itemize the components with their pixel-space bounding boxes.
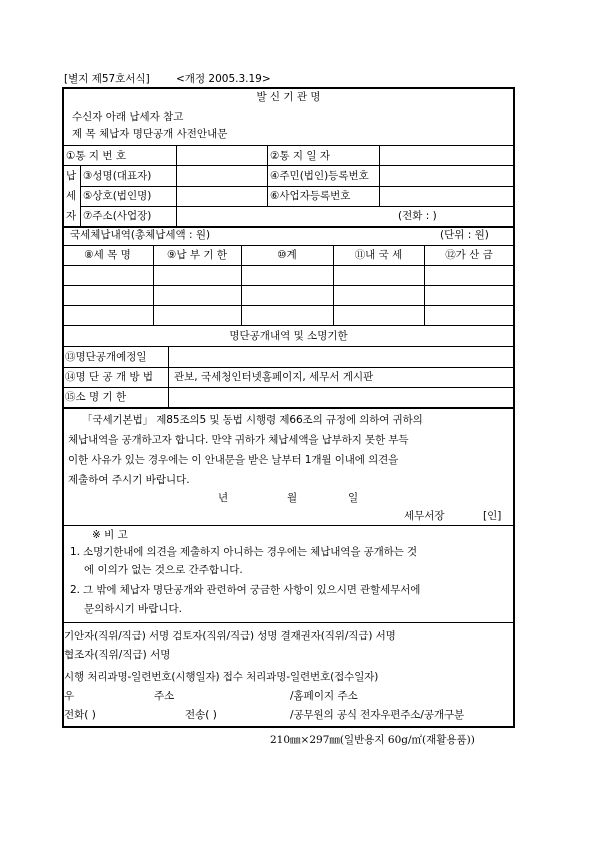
body-line-1: 「국세기본법」 제85조의5 및 동법 시행령 제66조의 규정에 의하여 귀하의 (82, 414, 423, 426)
seal-mark: [인] (483, 510, 502, 522)
col-national-tax: ⑪내 국 세 (354, 249, 403, 261)
notice-number-label: ①통 지 번 호 (66, 150, 126, 162)
frame-bottom (62, 726, 515, 728)
date-month: 월 (287, 492, 298, 504)
revision-date: <개정 2005.3.19> (176, 73, 271, 85)
date-day: 일 (348, 492, 359, 504)
tax-office-head: 세무서장 (404, 510, 445, 522)
phone-label: (전화 : ) (398, 210, 437, 222)
footer-homepage: /홈페이지 주소 (290, 690, 358, 702)
name-label: ③성명(대표자) (83, 170, 152, 182)
remark-2-line-2: 문의하시기 바랍니다. (84, 603, 182, 615)
form-number: [별지 제57호서식] (64, 73, 150, 85)
date-year: 년 (218, 492, 229, 504)
unit-label: (단위 : 원) (440, 229, 489, 241)
body-line-3: 이한 사유가 있는 경우에는 이 안내문을 받은 날부터 1개월 이내에 의견을 (68, 454, 399, 466)
footer-email: /공무원의 공식 전자우편주소/공개구분 (290, 709, 465, 721)
planned-date-label: ⑬명단공개예정일 (65, 351, 147, 363)
trade-name-label: ⑤상호(법인명) (83, 190, 152, 202)
taxpayer-char-3: 자 (66, 210, 77, 222)
remarks-title: ※ 비 고 (92, 529, 128, 541)
sender-org: 발 신 기 관 명 (256, 91, 321, 103)
footer-cooperator: 협조자(직위/직급) 서명 (64, 649, 171, 661)
footer-approvers: 기안자(직위/직급) 서명 검토자(직위/직급) 성명 결재권자(직위/직급) 서명 (64, 630, 396, 642)
col-tax-item: ⑧세 목 명 (84, 249, 131, 261)
address-label: ⑦주소(사업장) (83, 210, 152, 222)
notice-date-label: ②통 지 일 자 (270, 150, 330, 162)
footer-enforcement: 시행 처리과명-일련번호(시행일자) 접수 처리과명-일련번호(접수일자) (64, 671, 379, 683)
body-line-4: 제출하여 주시기 바랍니다. (68, 474, 190, 486)
deadline-label: ⑮소 명 기 한 (65, 391, 127, 403)
footer-address: 주소 (154, 690, 175, 702)
subject: 제 목 체납자 명단공개 사전안내문 (72, 128, 228, 140)
method-value: 관보, 국세청인터넷홈페이지, 세무서 게시판 (174, 371, 374, 383)
footer-phone: 전화( ) (64, 709, 96, 721)
col-total: ⑩계 (277, 249, 297, 261)
taxpayer-char-2: 세 (66, 190, 77, 202)
taxpayer-char-1: 납 (66, 170, 77, 182)
footer-postal: 우 (64, 690, 75, 702)
body-line-2: 체납내역을 공개하고자 합니다. 만약 귀하가 체납세액을 납부하지 못한 부득 (68, 434, 409, 446)
col-due-date: ⑨납 부 기 한 (167, 249, 227, 261)
footer-fax: 전송( ) (185, 709, 217, 721)
arrears-summary: 국세체납내역(총체납세액 : 원) (70, 229, 211, 241)
rule (62, 145, 515, 146)
remark-1-line-2: 에 이의가 없는 것으로 간주합니다. (84, 564, 243, 576)
remark-1-line-1: 1. 소명기한내에 의견을 제출하지 아니하는 경우에는 체납내역을 공개하는 것 (70, 546, 418, 558)
method-label: ⑭명 단 공 개 방 법 (65, 371, 154, 383)
col-penalty: ⑫가 산 금 (445, 249, 493, 261)
recipient: 수신자 아래 납세자 참고 (72, 111, 184, 123)
business-number-label: ⑥사업자등록번호 (270, 190, 351, 202)
publication-heading: 명단공개내역 및 소명기한 (229, 330, 348, 342)
paper-spec: 210㎜×297㎜(일반용지 60g/㎡(재활용품)) (270, 734, 475, 746)
remark-2-line-1: 2. 그 밖에 체납자 명단공개와 관련하여 궁금한 사항이 있으시면 관할세무서에 (70, 584, 421, 596)
frame-top (62, 87, 515, 89)
resident-number-label: ④주민(법인)등록번호 (270, 170, 369, 182)
